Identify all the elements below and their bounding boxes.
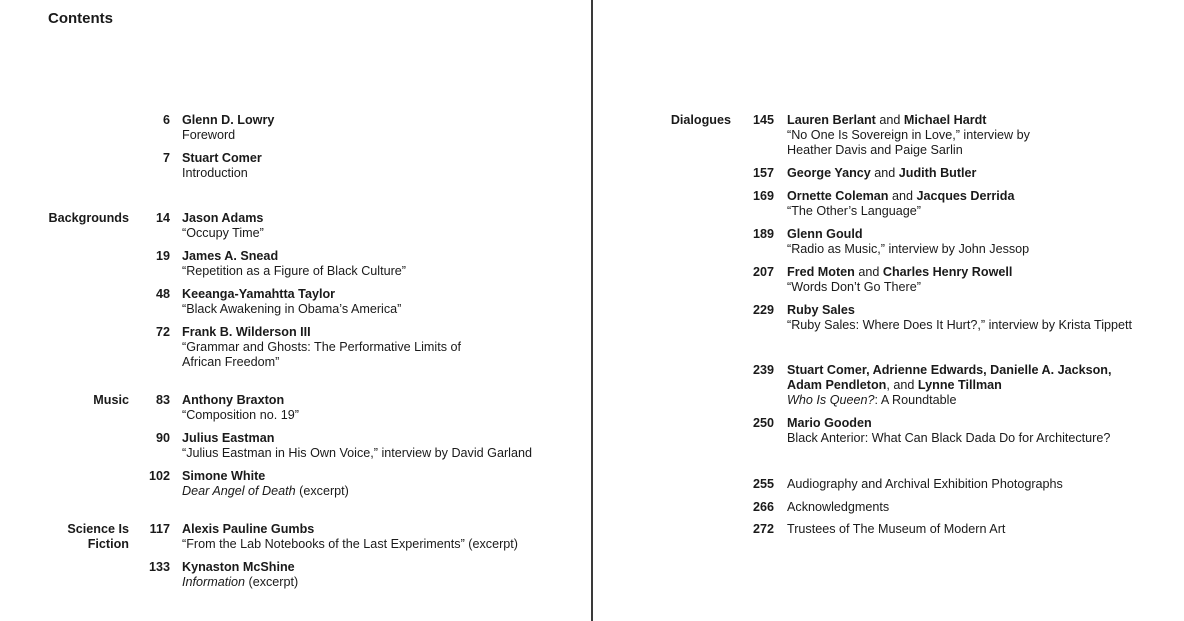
page-number: 102	[148, 469, 170, 483]
entry-title: “Grammar and Ghosts: The Performative Limits of	[182, 340, 462, 354]
page-number: 6	[162, 113, 170, 127]
page-number: 169	[752, 189, 774, 203]
page-number: 83	[155, 393, 170, 407]
author-name: Jacques Derrida	[916, 189, 1015, 203]
author-name: Simone White	[182, 469, 266, 483]
author-name: James A. Snead	[182, 249, 279, 263]
author-line	[787, 189, 1015, 204]
entry-title: “The Other’s Language”	[787, 204, 921, 218]
author-name: Alexis Pauline Gumbs	[182, 522, 315, 536]
page-number: 266	[752, 500, 774, 514]
page-divider	[591, 0, 593, 621]
page-number: 250	[752, 416, 774, 430]
conjunction: and	[870, 166, 899, 180]
author-name: Mario Gooden	[787, 416, 872, 430]
entry-title	[182, 484, 349, 499]
page-number: 90	[155, 431, 170, 445]
author-name: Charles Henry Rowell	[882, 265, 1013, 279]
page-number: 239	[752, 363, 774, 377]
page-number: 7	[162, 151, 170, 165]
author-name: Lynne Tillman	[917, 378, 1002, 392]
entry-title: Trustees of The Museum of Modern Art	[787, 522, 1006, 536]
entry-title: Audiography and Archival Exhibition Photographs	[787, 477, 1063, 491]
page-number: 272	[752, 522, 774, 536]
page-number: 19	[155, 249, 170, 263]
entry-title: “Occupy Time”	[182, 226, 264, 240]
entry-title-suffix: (excerpt)	[245, 575, 299, 589]
author-name: Fred Moten	[787, 265, 855, 279]
entry-title: Black Anterior: What Can Black Dada Do for Architecture?	[787, 431, 1111, 445]
page-number: 48	[155, 287, 170, 301]
section-label-fiction: Fiction	[87, 537, 129, 551]
page-number: 255	[752, 477, 774, 491]
page-number: 14	[155, 211, 170, 225]
entry-title-cont: African Freedom”	[182, 355, 280, 369]
author-name: Ruby Sales	[787, 303, 855, 317]
section-label-science-is: Science Is	[67, 522, 129, 536]
section-label-music: Music	[93, 393, 129, 407]
author-name: Stuart Comer	[182, 151, 262, 165]
entry-title: “Repetition as a Figure of Black Culture”	[182, 264, 406, 278]
entry-title-suffix: (excerpt)	[295, 484, 349, 498]
author-name: Lauren Berlant	[787, 113, 876, 127]
section-label-dialogues: Dialogues	[670, 113, 731, 127]
author-name: Glenn D. Lowry	[182, 113, 275, 127]
author-line	[787, 113, 987, 128]
page-number: 229	[752, 303, 774, 317]
entry-title: “No One Is Sovereign in Love,” interview by	[787, 128, 1030, 142]
page-number: 117	[149, 522, 170, 536]
author-name: Michael Hardt	[903, 113, 987, 127]
entry-title: Foreword	[182, 128, 236, 142]
entry-title-italic: Dear Angel of Death	[182, 484, 296, 498]
entry-title-cont: Heather Davis and Paige Sarlin	[787, 143, 963, 157]
author-name: Julius Eastman	[182, 431, 275, 445]
conjunction: , and	[886, 378, 918, 392]
entry-title-suffix: : A Roundtable	[874, 393, 957, 407]
section-label-backgrounds: Backgrounds	[48, 211, 129, 225]
author-name: Frank B. Wilderson III	[182, 325, 311, 339]
author-line	[787, 265, 1012, 280]
entry-title	[182, 575, 298, 590]
entry-title: “Julius Eastman in His Own Voice,” interview by David Garland	[182, 446, 532, 460]
author-name: Kynaston McShine	[182, 560, 295, 574]
entry-title: “Composition no. 19”	[182, 408, 299, 422]
entry-title: Acknowledgments	[787, 500, 890, 514]
page-number: 189	[752, 227, 774, 241]
author-name: Ornette Coleman	[787, 189, 889, 203]
author-name: Anthony Braxton	[182, 393, 285, 407]
entry-title: “Black Awakening in Obama’s America”	[182, 302, 402, 316]
author-name: Keeanga-Yamahtta Taylor	[182, 287, 336, 301]
entry-title: “Ruby Sales: Where Does It Hurt?,” interview by Krista Tippett	[787, 318, 1133, 332]
page-number: 157	[752, 166, 774, 180]
entry-title: Introduction	[182, 166, 248, 180]
page-number: 207	[752, 265, 774, 279]
entry-title	[787, 393, 956, 408]
page-number: 145	[752, 113, 774, 127]
author-name: Jason Adams	[182, 211, 264, 225]
author-name: George Yancy	[787, 166, 871, 180]
conjunction: and	[854, 265, 883, 279]
author-name: Glenn Gould	[787, 227, 863, 241]
entry-title-italic: Information	[182, 575, 245, 589]
author-name: Adam Pendleton	[787, 378, 887, 392]
entry-title: “Words Don’t Go There”	[787, 280, 921, 294]
page-number: 72	[155, 325, 170, 339]
entry-title: “From the Lab Notebooks of the Last Experiments” (excerpt)	[182, 537, 518, 551]
author-line	[787, 378, 1002, 393]
page-title: Contents	[48, 10, 113, 27]
author-names: Stuart Comer, Adrienne Edwards, Danielle A. Jackson,	[787, 363, 1112, 377]
entry-title: “Radio as Music,” interview by John Jessop	[787, 242, 1030, 256]
conjunction: and	[888, 189, 917, 203]
conjunction: and	[875, 113, 904, 127]
page-number: 133	[148, 560, 170, 574]
author-name: Judith Butler	[898, 166, 977, 180]
author-line	[787, 166, 976, 181]
entry-title-italic: Who Is Queen?	[787, 393, 875, 407]
